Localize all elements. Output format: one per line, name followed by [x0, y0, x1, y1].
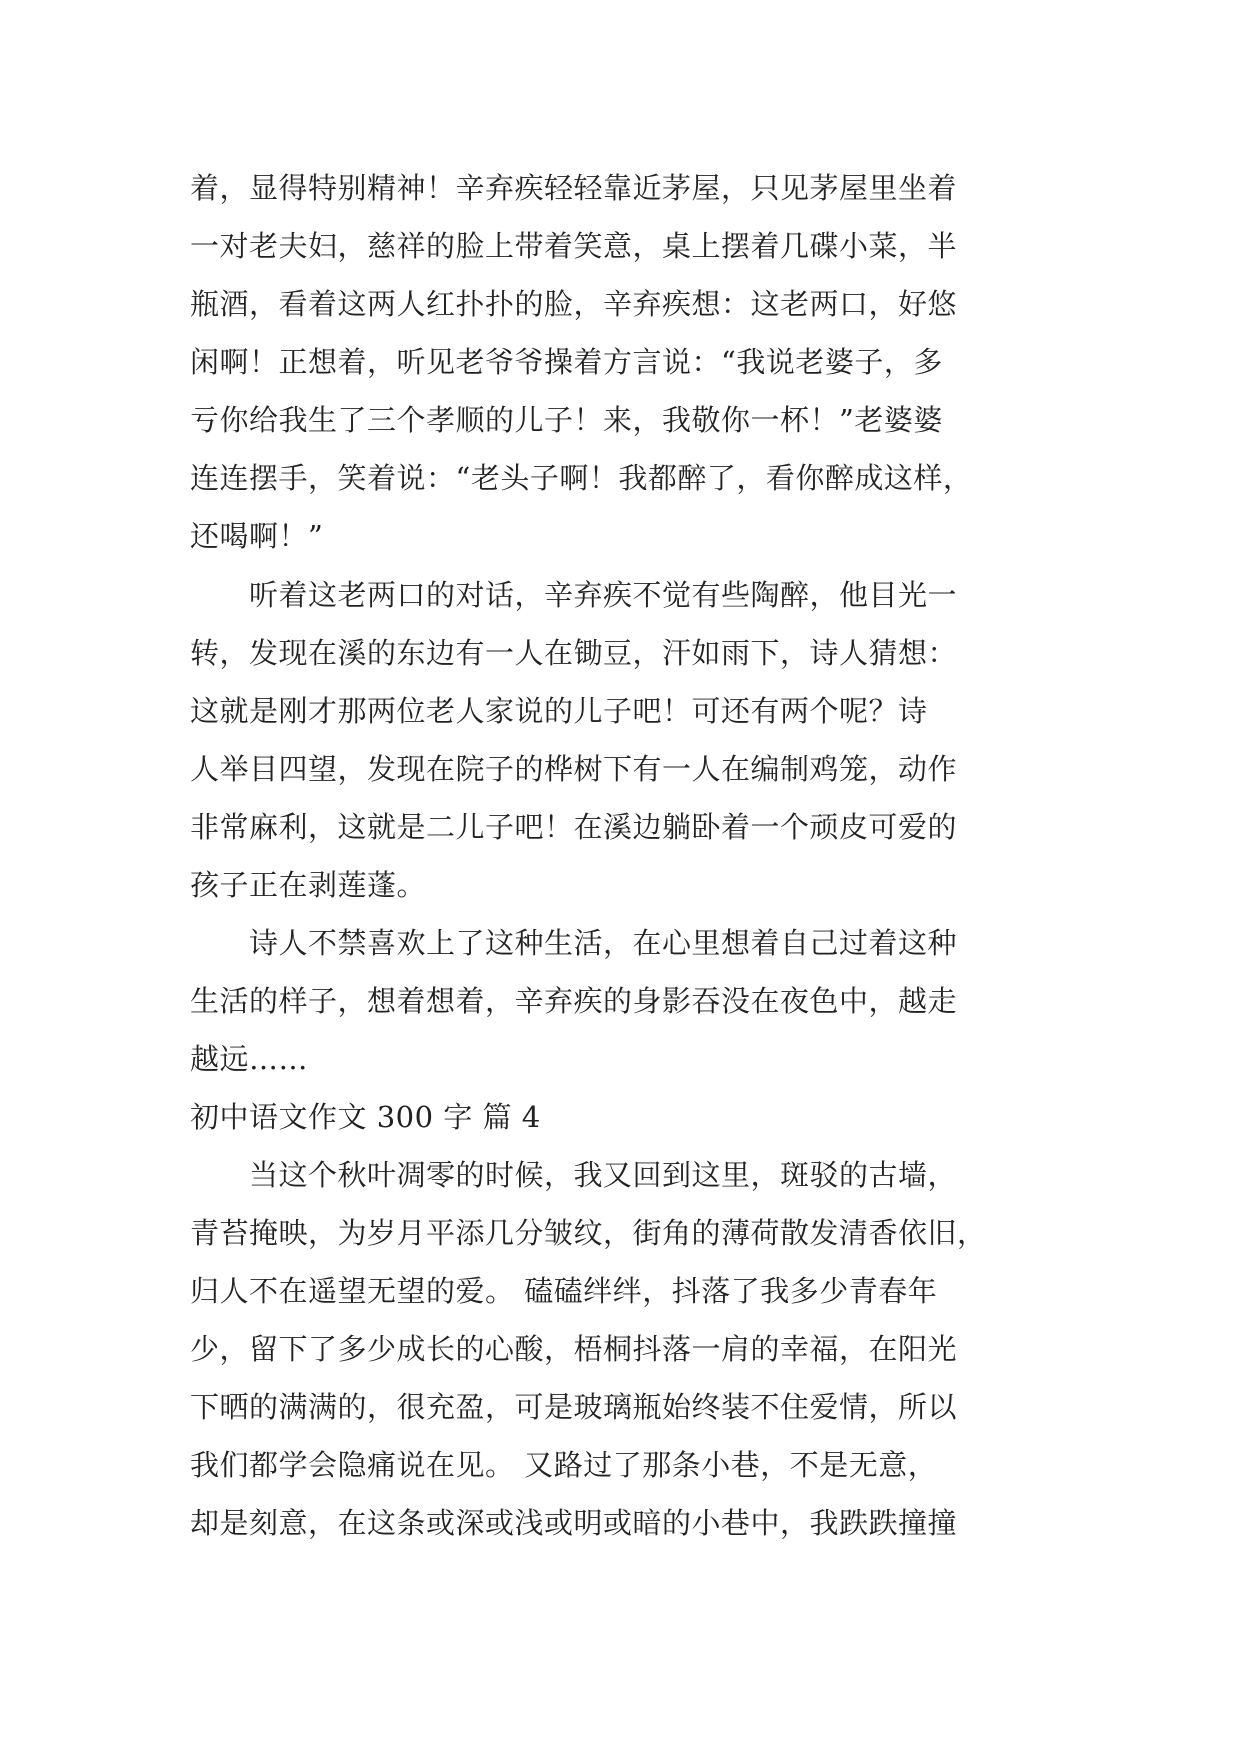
text-line: 瓶酒，看着这两人红扑扑的脸，辛弃疾想：这老两口，好悠: [190, 287, 958, 321]
text-line: 着，显得特别精神！辛弃疾轻轻靠近茅屋，只见茅屋里坐着: [190, 171, 958, 205]
text-line: 闲啊！正想着，听见老爷爷操着方言说：“我说老婆子，多: [190, 345, 943, 379]
text-line: 亏你给我生了三个孝顺的儿子！来，我敬你一杯！”老婆婆: [190, 403, 943, 437]
text-line: 我们都学会隐痛说在见。 又路过了那条小巷，不是无意，: [190, 1448, 938, 1482]
text-line: 连连摆手，笑着说：“老头子啊！我都醉了，看你醉成这样，: [190, 461, 973, 495]
text-line: 还喝啊！”: [190, 519, 324, 553]
text-line: 非常麻利，这就是二儿子吧！在溪边躺卧着一个顽皮可爱的: [190, 810, 958, 844]
section-heading: 初中语文作文 300 字 篇 4: [190, 1100, 541, 1134]
text-line: 生活的样子，想着想着，辛弃疾的身影吞没在夜色中，越走: [190, 984, 958, 1018]
text-line: 却是刻意，在这条或深或浅或明或暗的小巷中，我跌跌撞撞: [190, 1506, 958, 1540]
text-line: 青苔掩映，为岁月平添几分皱纹，街角的薄荷散发清香依旧，: [190, 1216, 987, 1250]
text-line: 下晒的满满的，很充盈，可是玻璃瓶始终装不住爱情，所以: [190, 1390, 958, 1424]
text-line: 诗人不禁喜欢上了这种生活，在心里想着自己过着这种: [190, 926, 958, 960]
text-line: 人举目四望，发现在院子的桦树下有一人在编制鸡笼，动作: [190, 752, 958, 786]
text-line: 听着这老两口的对话，辛弃疾不觉有些陶醉，他目光一: [190, 578, 958, 612]
text-line: 归人不在遥望无望的爱。 磕磕绊绊，抖落了我多少青春年: [190, 1274, 938, 1308]
text-line: 一对老夫妇，慈祥的脸上带着笑意，桌上摆着几碟小菜，半: [190, 229, 958, 263]
text-line: 少，留下了多少成长的心酸，梧桐抖落一肩的幸福，在阳光: [190, 1332, 958, 1366]
text-line: 孩子正在剥莲蓬。: [190, 868, 427, 902]
text-line: 越远……: [190, 1042, 309, 1076]
text-line: 转，发现在溪的东边有一人在锄豆，汗如雨下，诗人猜想：: [190, 636, 958, 670]
text-line: 当这个秋叶凋零的时候，我又回到这里，斑驳的古墙，: [190, 1158, 958, 1192]
text-line: 这就是刚才那两位老人家说的儿子吧！可还有两个呢？诗: [190, 694, 928, 728]
